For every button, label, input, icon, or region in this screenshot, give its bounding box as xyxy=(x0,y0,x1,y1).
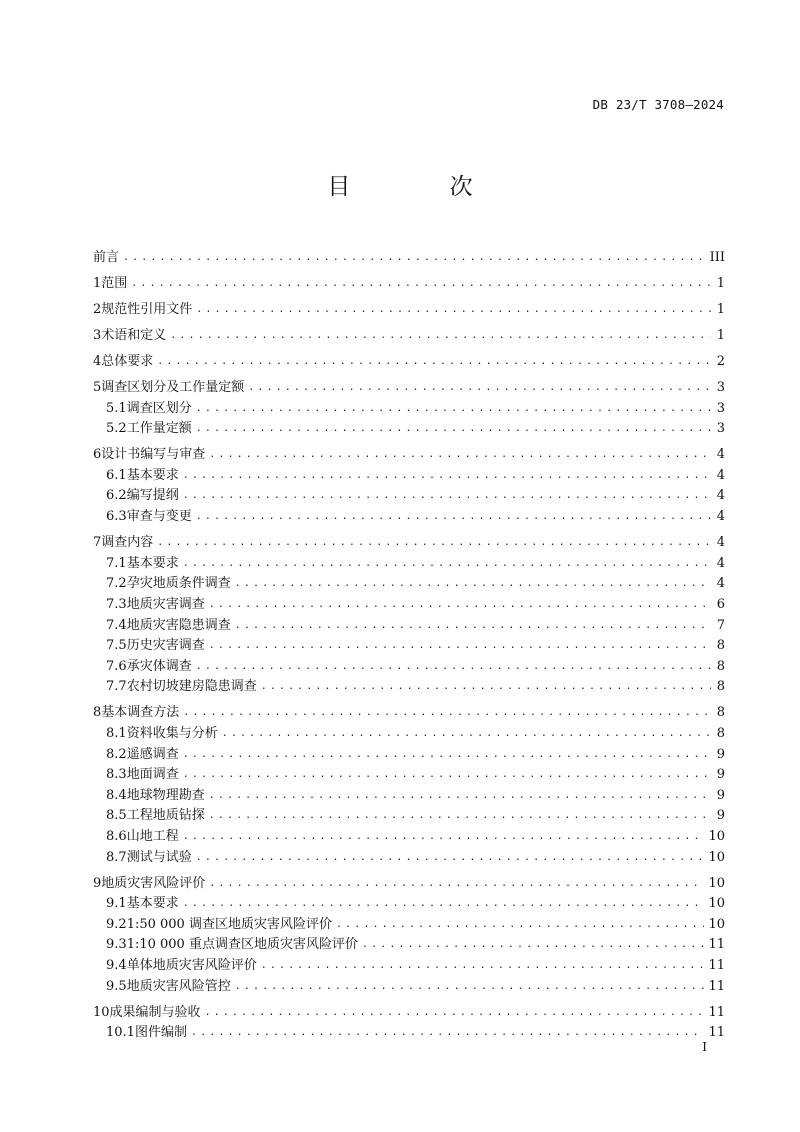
toc-entry-title: 历史灾害调查 xyxy=(126,638,205,654)
toc-entry-title: 规范性引用文件 xyxy=(101,301,193,317)
toc-entry-page: 1 xyxy=(716,275,725,291)
toc-entry-page: 6 xyxy=(716,596,725,612)
toc-entry-title: 地质灾害风险管控 xyxy=(126,978,231,994)
toc-entry-number: 10.1 xyxy=(106,1025,135,1041)
toc-leader-dots xyxy=(196,300,711,321)
toc-entry-title: 调查区划分 xyxy=(126,400,192,416)
toc-entry[interactable] xyxy=(93,466,725,487)
toc-entry[interactable] xyxy=(93,595,725,616)
toc-leader-dots xyxy=(235,977,705,998)
toc-entry[interactable] xyxy=(93,419,725,440)
toc-leader-dots xyxy=(123,248,706,269)
toc-entry[interactable] xyxy=(93,274,725,295)
toc-entry-title: 单体地质灾害风险评价 xyxy=(126,958,257,973)
toc-entry-number: 9.4 xyxy=(106,958,127,973)
toc-entry[interactable] xyxy=(93,300,725,321)
table-of-contents xyxy=(93,242,725,1044)
toc-entry-page: 1 xyxy=(716,327,725,343)
toc-entry-page: 10 xyxy=(708,875,725,891)
toc-entry-number: 9.5 xyxy=(106,978,127,994)
toc-leader-dots xyxy=(183,554,711,575)
toc-leader-dots xyxy=(205,1003,705,1024)
toc-entry[interactable] xyxy=(93,248,725,269)
toc-entry-number: 6 xyxy=(93,447,102,463)
toc-entry-page: 11 xyxy=(708,937,725,953)
toc-leader-dots xyxy=(261,677,711,698)
toc-entry-page: 10 xyxy=(708,896,725,912)
page-title: 目 次 xyxy=(327,174,519,200)
toc-entry-title: 地质灾害隐患调查 xyxy=(126,617,231,633)
toc-leader-dots xyxy=(209,445,711,466)
toc-entry-number: 7.6 xyxy=(106,658,127,674)
toc-entry-number: 5.2 xyxy=(106,421,127,437)
toc-entry-number: 8.3 xyxy=(106,767,127,783)
toc-entry-title: 农村切坡建房隐患调查 xyxy=(126,679,257,695)
toc-entry-title: 总体要求 xyxy=(101,353,154,369)
toc-entry-title: 成果编制与验收 xyxy=(109,1004,201,1020)
toc-entry-number: 8.2 xyxy=(106,746,127,762)
toc-entry-title: 基本要求 xyxy=(126,896,179,912)
toc-entry[interactable] xyxy=(93,894,725,915)
toc-entry-page: 4 xyxy=(716,509,725,525)
toc-entry-page: 7 xyxy=(716,617,725,633)
toc-leader-dots xyxy=(183,745,711,766)
toc-entry-number: 8.5 xyxy=(106,808,127,824)
toc-entry[interactable] xyxy=(93,786,725,807)
toc-entry[interactable] xyxy=(93,956,725,977)
toc-entry[interactable] xyxy=(93,574,725,595)
toc-entry-title: 地球物理勘查 xyxy=(126,787,205,803)
toc-leader-dots xyxy=(209,806,711,827)
toc-entry-page: 11 xyxy=(708,1004,725,1020)
toc-entry-number: 7.1 xyxy=(106,555,127,571)
toc-entry-page: 10 xyxy=(708,849,725,865)
toc-entry-page: 4 xyxy=(716,447,725,463)
toc-leader-dots xyxy=(196,399,711,420)
toc-entry-title: 前言 xyxy=(93,249,120,265)
toc-leader-dots xyxy=(209,874,704,895)
toc-entry-number: 7.4 xyxy=(106,617,127,633)
toc-entry-title: 山地工程 xyxy=(126,828,179,844)
toc-leader-dots xyxy=(196,507,711,528)
toc-entry-page: 8 xyxy=(716,658,725,674)
toc-entry[interactable] xyxy=(93,848,725,869)
toc-entry-title: 审查与变更 xyxy=(126,509,192,525)
toc-entry[interactable] xyxy=(93,636,725,657)
toc-entry-title: 调查内容 xyxy=(101,535,154,551)
toc-entry-title: 术语和定义 xyxy=(101,327,167,343)
toc-entry-page: III xyxy=(709,249,725,265)
toc-entry-page: 8 xyxy=(716,705,725,721)
toc-entry-number: 8.6 xyxy=(106,828,127,844)
toc-entry[interactable] xyxy=(93,724,725,745)
toc-entry-title: 孕灾地质条件调查 xyxy=(126,576,231,592)
toc-entry[interactable] xyxy=(93,874,725,895)
toc-entry[interactable] xyxy=(93,554,725,575)
toc-leader-dots xyxy=(183,486,711,507)
toc-entry-page: 9 xyxy=(716,787,725,803)
toc-entry[interactable] xyxy=(93,806,725,827)
toc-leader-dots xyxy=(336,915,704,936)
toc-entry[interactable] xyxy=(93,326,725,347)
toc-entry-number: 8.1 xyxy=(106,725,127,741)
toc-entry-page: 9 xyxy=(716,808,725,824)
toc-leader-dots xyxy=(235,574,711,595)
toc-entry-page: 10 xyxy=(708,828,725,844)
toc-entry-number: 5 xyxy=(93,379,102,395)
toc-entry[interactable] xyxy=(93,915,725,936)
toc-entry-page: 11 xyxy=(708,1025,725,1041)
toc-entry-number: 2 xyxy=(93,301,102,317)
toc-leader-dots xyxy=(222,724,711,745)
toc-entry-title: 1:10 000 重点调查区地质灾害风险评价 xyxy=(126,937,358,953)
toc-entry-title: 资料收集与分析 xyxy=(126,725,218,741)
toc-leader-dots xyxy=(157,533,711,554)
toc-entry[interactable] xyxy=(93,745,725,766)
toc-entry-number: 7.2 xyxy=(106,576,127,592)
document-header-code: DB 23/T 3708—2024 xyxy=(592,97,724,112)
toc-entry[interactable] xyxy=(93,935,725,956)
toc-leader-dots xyxy=(170,326,711,347)
toc-entry-page: 11 xyxy=(708,958,725,973)
toc-leader-dots xyxy=(183,827,705,848)
toc-leader-dots xyxy=(183,765,711,786)
toc-leader-dots xyxy=(196,848,705,869)
toc-entry-title: 承灾体调查 xyxy=(126,658,192,674)
toc-entry-number: 7.3 xyxy=(106,596,127,612)
toc-entry-page: 10 xyxy=(708,916,725,932)
toc-entry-number: 9 xyxy=(93,875,102,891)
toc-entry-title: 基本要求 xyxy=(126,467,179,483)
toc-entry-page: 4 xyxy=(716,488,725,504)
toc-entry-page: 4 xyxy=(716,535,725,551)
toc-entry-number: 6.2 xyxy=(106,488,127,504)
toc-leader-dots xyxy=(191,1023,704,1044)
toc-entry-title: 地质灾害调查 xyxy=(126,596,205,612)
toc-entry-title: 遥感调查 xyxy=(126,746,179,762)
toc-entry-number: 6.1 xyxy=(106,467,127,483)
toc-entry-number: 9.3 xyxy=(106,937,127,953)
toc-entry-number: 8.4 xyxy=(106,787,127,803)
toc-entry-title: 地质灾害风险评价 xyxy=(101,875,206,891)
toc-leader-dots xyxy=(183,894,705,915)
toc-entry[interactable] xyxy=(93,1003,725,1024)
toc-entry-title: 工作量定额 xyxy=(126,421,192,437)
toc-entry-title: 1:50 000 调查区地质灾害风险评价 xyxy=(126,916,332,932)
page-number-footer: I xyxy=(702,1040,707,1054)
toc-entry[interactable] xyxy=(93,827,725,848)
toc-entry-page: 2 xyxy=(716,353,725,369)
toc-entry-number: 3 xyxy=(93,327,102,343)
toc-entry-number: 9.2 xyxy=(106,916,127,932)
toc-entry-number: 9.1 xyxy=(106,896,127,912)
toc-entry-page: 4 xyxy=(716,576,725,592)
toc-leader-dots xyxy=(131,274,711,295)
toc-entry-page: 11 xyxy=(708,978,725,994)
toc-entry-number: 7 xyxy=(93,535,102,551)
toc-entry-title: 工程地质钻探 xyxy=(126,808,205,824)
toc-leader-dots xyxy=(183,703,711,724)
toc-entry-title: 范围 xyxy=(101,275,128,291)
toc-entry[interactable] xyxy=(93,657,725,678)
toc-leader-dots xyxy=(261,956,705,977)
toc-entry-title: 设计书编写与审查 xyxy=(101,447,206,463)
toc-entry-title: 图件编制 xyxy=(134,1025,187,1041)
toc-entry-page: 3 xyxy=(716,379,725,395)
toc-entry-number: 8 xyxy=(93,705,102,721)
toc-entry-number: 10 xyxy=(93,1004,110,1020)
toc-leader-dots xyxy=(209,595,711,616)
toc-entry-page: 4 xyxy=(716,555,725,571)
toc-entry-page: 4 xyxy=(716,467,725,483)
toc-leader-dots xyxy=(209,786,711,807)
toc-entry[interactable] xyxy=(93,765,725,786)
toc-entry-page: 8 xyxy=(716,725,725,741)
toc-entry-page: 3 xyxy=(716,421,725,437)
toc-entry-title: 测试与试验 xyxy=(126,849,192,865)
toc-entry-page: 9 xyxy=(716,746,725,762)
toc-entry[interactable] xyxy=(93,616,725,637)
toc-entry[interactable] xyxy=(93,977,725,998)
toc-entry-page: 3 xyxy=(716,400,725,416)
toc-entry[interactable] xyxy=(93,507,725,528)
toc-entry-number: 1 xyxy=(93,275,102,291)
toc-entry[interactable] xyxy=(93,352,725,373)
toc-entry[interactable] xyxy=(93,399,725,420)
toc-entry-number: 5.1 xyxy=(106,400,127,416)
toc-leader-dots xyxy=(183,466,711,487)
toc-entry-number: 7.5 xyxy=(106,638,127,654)
toc-leader-dots xyxy=(196,657,711,678)
toc-entry-page: 9 xyxy=(716,767,725,783)
toc-entry[interactable] xyxy=(93,378,725,399)
toc-leader-dots xyxy=(209,636,711,657)
toc-entry-title: 地面调查 xyxy=(126,767,179,783)
toc-leader-dots xyxy=(248,378,711,399)
toc-entry-title: 调查区划分及工作量定额 xyxy=(101,379,245,395)
toc-entry-page: 8 xyxy=(716,679,725,695)
toc-entry-number: 6.3 xyxy=(106,509,127,525)
toc-entry-page: 1 xyxy=(716,301,725,317)
toc-entry[interactable] xyxy=(93,703,725,724)
toc-leader-dots xyxy=(235,616,711,637)
toc-entry-number: 7.7 xyxy=(106,679,127,695)
toc-entry[interactable] xyxy=(93,1023,725,1044)
toc-entry[interactable] xyxy=(93,533,725,554)
toc-leader-dots xyxy=(157,352,711,373)
toc-leader-dots xyxy=(362,935,704,956)
toc-entry-number: 4 xyxy=(93,353,102,369)
toc-entry[interactable] xyxy=(93,677,725,698)
toc-entry[interactable] xyxy=(93,445,725,466)
toc-entry-title: 基本调查方法 xyxy=(101,705,180,721)
toc-entry-number: 8.7 xyxy=(106,849,127,865)
toc-entry[interactable] xyxy=(93,486,725,507)
toc-entry-page: 8 xyxy=(716,638,725,654)
toc-leader-dots xyxy=(196,419,711,440)
toc-entry-title: 编写提纲 xyxy=(126,488,179,504)
toc-entry-title: 基本要求 xyxy=(126,555,179,571)
